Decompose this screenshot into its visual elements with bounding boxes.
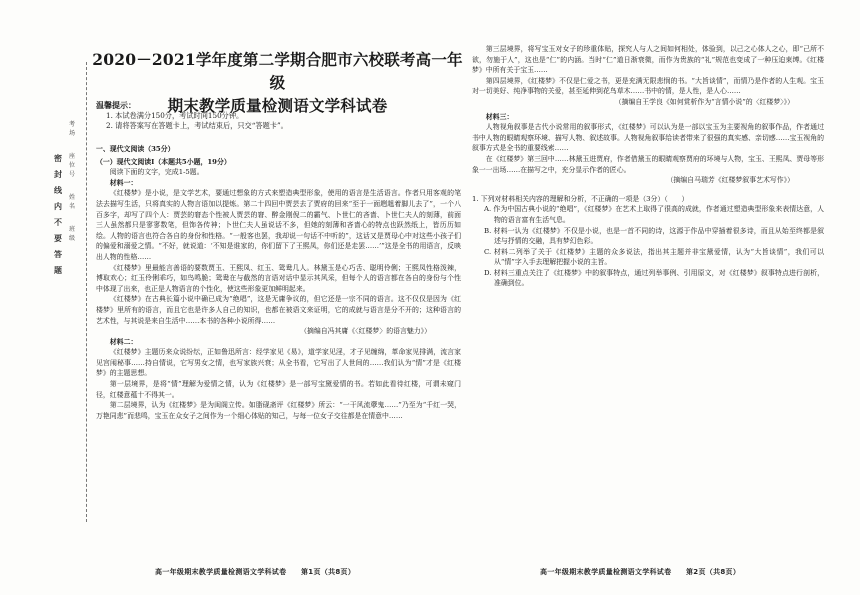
paragraph: 《红楼梦》是小说，是文学艺术，要通过想象的方式来塑造典型形象，使用的语言是生活语言。作者只用客观的笔法去描写生活，只将真实的人物言语加以提炼。第二十四回中贾芸去了贾府的回来“至于一面趔趄着脚儿去了”，一个八百多字，却写了四个人：贾芸的窘态个性被人贾芸的窘、醉金刚倪二的霸气、卜世仁的吝啬、卜世仁夫人的刻薄，前面三人虽然都只是寥寥数笔，但饰各传神；卜世仁夫人虽说话不多，但她的刻薄和吝啬心的特点也跃然纸上，皆历历如绘。人物的语言也符合各自的身份和性格。“一般客也罢，我却说一句话不中听的”，这话又是贾母心中对这些小孩子们的偏爱和溺爱之情。“不好，就说道：‘不知是谁家的，你们留下了王熙凤，你们还是走罢……’”这是全书的用语言，反映出人物的性格…… <box>96 189 461 261</box>
paragraph: 第三层境界，将写宝玉对女子的珍重体贴，探究人与人之间如何相处，体验到，以己之心体人之心，即“己所不欲，勿施于人”，这也是“仁”的内涵。当时“仁”道日渐衰微，而作为贵族的“礼”规范也变成了一种压迫束缚。《红楼梦》中所有关于宝玉…… <box>472 45 824 75</box>
answer-option: B. 材料一认为《红楼梦》不仅是小说，也是一首不同的诗，这源于作品中穿插着很多诗，而且从始至终都是叙述与抒情的交融，具有梦幻色彩。 <box>484 226 824 246</box>
title-line-2: 期末教学质量检测语文学科试卷 <box>167 96 388 115</box>
material-label: 材料二： <box>109 337 138 346</box>
seal-char: 封 <box>54 169 62 179</box>
field-char: 位 <box>68 162 75 169</box>
field-char: 级 <box>68 235 75 242</box>
seal-char: 内 <box>54 201 62 211</box>
reading-section-continued <box>472 44 824 289</box>
page-footer: 高一年级期末教学质量检测语文学科试卷 第1页（共8页） <box>155 568 356 576</box>
paragraph: 《红楼梦》在古典长篇小说中确已成为“绝唱”，这是无庸争议的，但它还是一宗不同的语言。这不仅仅是因为《红楼梦》里所有的语言，而且它也是许多人自己的知识，也都在被语文来证明，它的成就与语言是分不开的；这种语言的艺术性，与其说是来自生活中……本书的各种小说所得…… <box>96 295 461 325</box>
seal-dashed-line <box>86 62 87 522</box>
seal-char: 密 <box>54 153 62 163</box>
section-heading: 一、现代文阅读（35分） <box>96 145 175 153</box>
seal-char: 题 <box>54 265 62 275</box>
seal-char: 线 <box>54 185 62 195</box>
subsection-heading: （一）现代文阅读Ⅰ（本题共5小题，19分） <box>96 157 231 166</box>
instruction-text: 阅读下面的文字，完成1-5题。 <box>109 168 204 177</box>
paragraph: 人物视角叙事是古代小说常用的叙事形式，《红楼梦》可以认为是一部以宝玉为主要视角的叙事作品，作者通过书中人物的眼睛观察环境、描写人物、叙述故事。人物视角叙事给读者带来了很强的真实感、亲切感……宝玉视角的叙事方式是全书的重要线索…… <box>472 123 824 153</box>
student-info-fields <box>66 120 78 243</box>
paragraph: 在《红楼梦》第三回中……林黛玉进贾府，作者借黛玉的眼睛观察贾府的环境与人物，宝玉、王熙凤、贾母等形象一一出场……在描写之中，充分显示作者的匠心。 <box>472 154 824 174</box>
field-char: 班 <box>68 226 75 233</box>
reading-section <box>96 142 461 421</box>
paragraph: 《红楼梦》里最能言善语的要数贾玉、王熙凤、红玉、鸳鸯几人。林黛玉是心巧舌、聪明伶俐；王熙凤性格泼辣，博取欢心；红玉伶俐乖巧，如鸟鸣脆；鸳鸯在与截然的言语对话中显示其风采，但每个人的语言都在各自的身份与个性中体现了出来，也正是人物语言的个性化，使这些形象更加鲜明起来。 <box>96 263 461 293</box>
paragraph: 第一层境界，是将“情”理解为爱情之情，认为《红楼梦》是一部写宝黛爱情的书。若如此看待红楼，可谓未窥门径，红楼意蕴十不得其一。 <box>96 380 461 399</box>
title-line-1: 2020－2021学年度第二学期合肥市六校联考高一年级 <box>92 50 463 92</box>
paragraph: 第四层境界，《红楼梦》不仅是仁爱之书，更是充满无限悲悯的书。“大旨谈情”，而情乃是作者的人生观。宝玉对一切美好、纯净事物的关爱，甚至延伸到花鸟草木……书中的情，是人性，是人心…… <box>472 76 824 96</box>
field-char: 号 <box>68 171 75 178</box>
answer-option: C. 材料二列举了关于《红楼梦》主题的众多说法，指出其主题并非宝黛爱情，认为“大旨谈情”，我们可以从“情”字入手去理解把握小说的主旨。 <box>484 247 824 267</box>
paragraph: 第二层境界，认为《红楼梦》是为闺阁立传。如脂砚斋评《红楼梦》所云：“一干风流孽鬼……”乃至为“千红一哭，万艳同悲”而悲鸣，宝玉在众女子之间作为一个细心体贴的知己，与每一位女子交往都是在情意中…… <box>96 401 461 420</box>
field-char: 场 <box>68 130 75 137</box>
right-column <box>472 0 824 595</box>
material-label: 材料三： <box>485 112 514 121</box>
page-footer: 高一年级期末教学质量检测语文学科试卷 第2页（共8页） <box>540 568 741 576</box>
field-char: 姓 <box>68 194 75 201</box>
answer-option: A. 作为中国古典小说的“绝唱”，《红楼梦》在艺术上取得了很高的成就，作者通过塑造典型形象来表情达意，人物的语言富有生活气息。 <box>484 205 824 224</box>
notice-item: 2. 请将答案写在答题卡上，考试结束后，只交“答题卡”。 <box>106 121 288 130</box>
notice-item: 1. 本试卷满分150分，考试时间150分钟。 <box>106 110 244 120</box>
field-char: 名 <box>68 203 75 210</box>
seal-char: 要 <box>54 233 62 243</box>
field-char: 考 <box>68 121 75 128</box>
field-char: 座 <box>68 153 75 160</box>
left-column <box>90 0 465 595</box>
paragraph: 《红楼梦》主题历来众说纷纭，正如鲁迅所言：经学家见《易》，道学家见淫，才子见缠绵，革命家见排满，流言家见宫闱秘事……持自情说，它写男女之情，也写家族兴衰；从全书看，它写出了人世间的……我们认为“情”才是《红楼梦》的主题思想。 <box>96 348 461 378</box>
source-citation: （摘编自马瑞芳《红楼梦叙事艺术写作》） <box>666 176 794 185</box>
seal-line-text <box>52 150 64 278</box>
material-label: 材料一： <box>109 178 138 187</box>
seal-char: 不 <box>54 217 62 227</box>
answer-option: D. 材料三重点关注了《红楼梦》中的叙事特点，通过列举事例、引用原文，对《红楼梦》叙事特点进行剖析，准确到位。 <box>484 268 824 288</box>
seal-char: 答 <box>54 249 62 259</box>
notice-heading: 温馨提示： <box>96 100 136 110</box>
question-stem: 1. 下列对材料相关内容的理解和分析，不正确的一项是（3分）（ ） <box>472 194 689 203</box>
source-citation: （摘编自冯其庸《〈红楼梦〉的语言魅力》） <box>300 327 431 336</box>
notice-box <box>96 100 461 132</box>
source-citation: （摘编自王学良《如何赏析作为“言情小说”的〈红楼梦〉》） <box>614 97 794 106</box>
